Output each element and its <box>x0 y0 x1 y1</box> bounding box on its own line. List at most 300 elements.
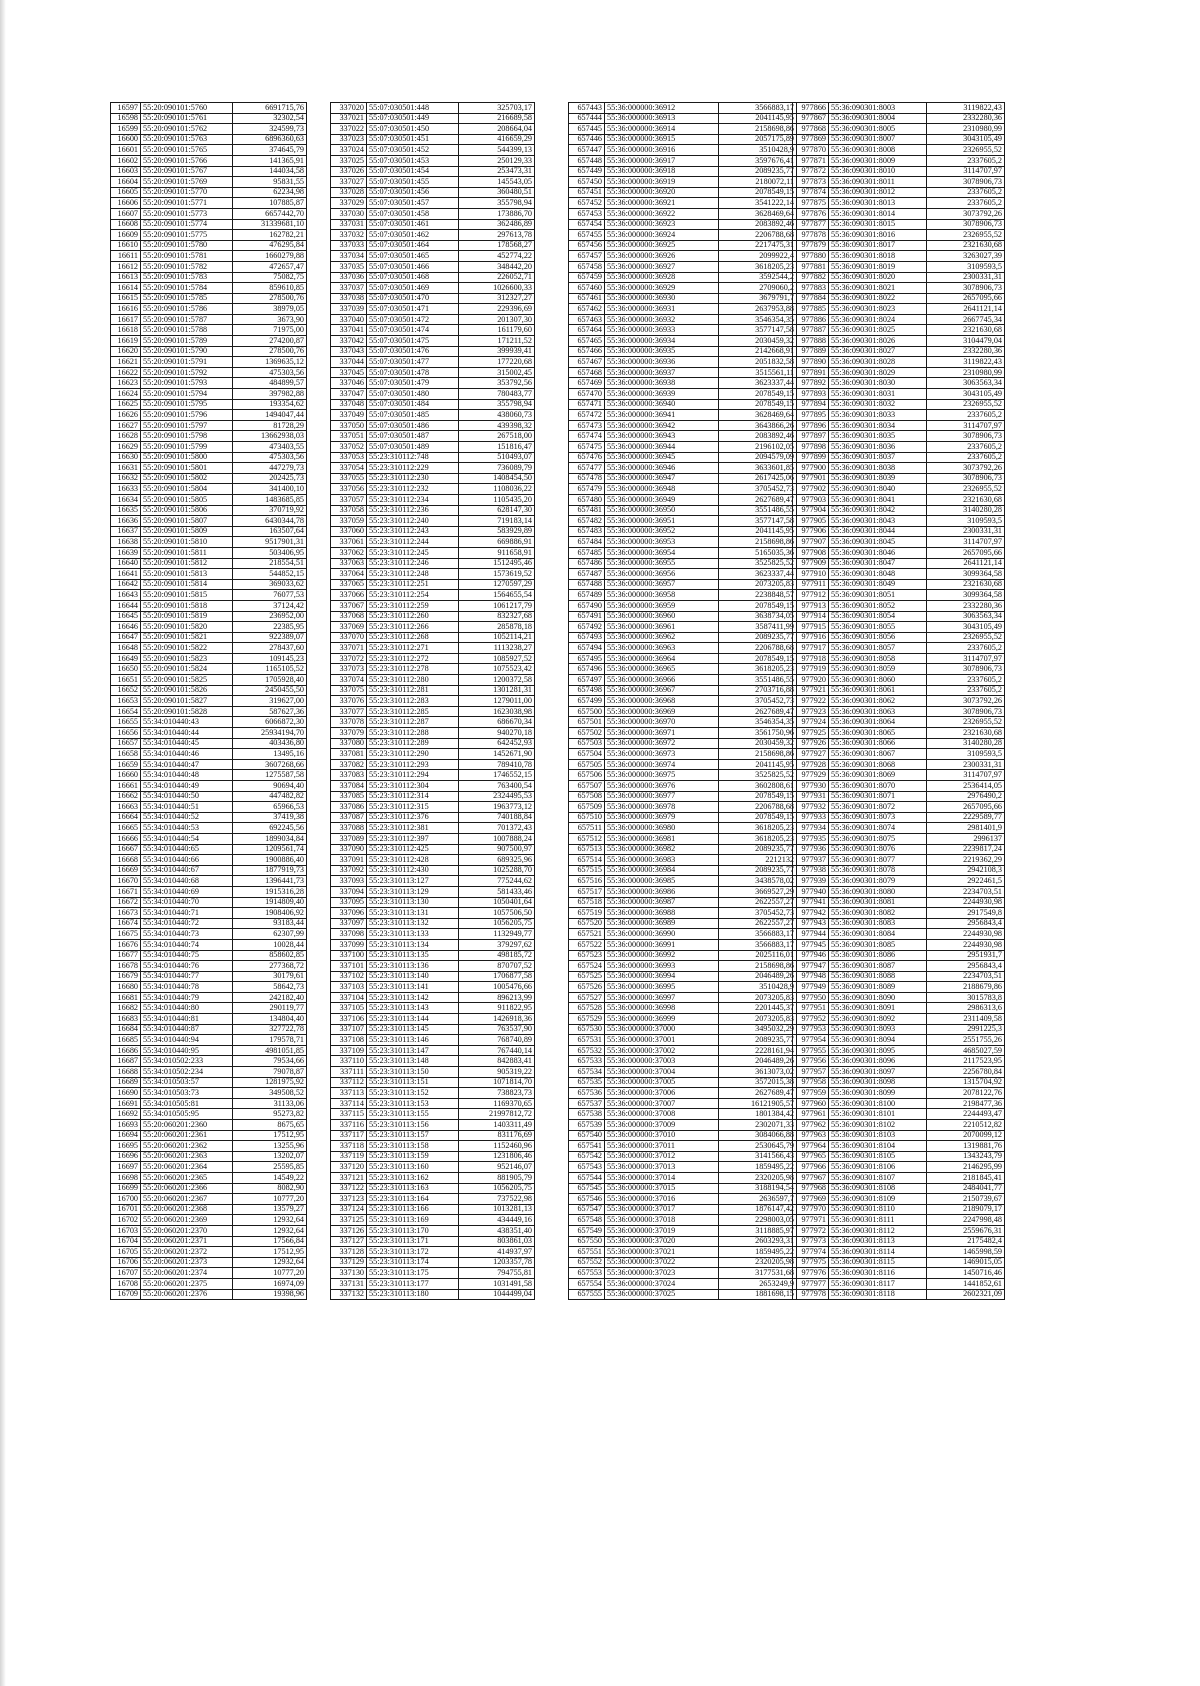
value-cell: 3073792,26 <box>927 463 1005 474</box>
value-cell: 2239817,24 <box>927 844 1005 855</box>
table-row <box>569 971 797 982</box>
row-number-cell: 657523 <box>569 950 605 961</box>
value-cell: 2622557,27 <box>719 897 797 908</box>
cadastral-number-cell: 55:20:060201:2368 <box>141 1204 233 1215</box>
row-number-cell: 337099 <box>331 939 367 950</box>
value-cell: 2150739,67 <box>927 1194 1005 1205</box>
table-row <box>331 812 535 823</box>
value-cell: 2617425,06 <box>719 473 797 484</box>
value-cell: 2321630,68 <box>927 579 1005 590</box>
table-row <box>111 855 307 866</box>
cadastral-number-cell: 55:34:010505:95 <box>141 1109 233 1120</box>
value-cell: 3628469,64 <box>719 410 797 421</box>
row-number-cell: 657464 <box>569 325 605 336</box>
cadastral-number-cell: 55:36:000000:36949 <box>605 494 719 505</box>
cadastral-number-cell: 55:20:090101:5812 <box>141 558 233 569</box>
table-row <box>331 929 535 940</box>
cadastral-number-cell: 55:36:000000:36981 <box>605 833 719 844</box>
table-row <box>793 1194 1005 1205</box>
cadastral-number-cell: 55:20:090101:5785 <box>141 293 233 304</box>
value-cell: 163507,64 <box>233 526 307 537</box>
value-cell: 2078549,15 <box>719 791 797 802</box>
cadastral-number-cell: 55:34:010440:49 <box>141 781 233 792</box>
value-cell: 1057506,50 <box>459 908 535 919</box>
row-number-cell: 977886 <box>793 314 829 325</box>
cadastral-number-cell: 55:23:310113:157 <box>367 1130 459 1141</box>
value-cell: 278500,76 <box>233 293 307 304</box>
cadastral-number-cell: 55:23:310112:290 <box>367 749 459 760</box>
cadastral-number-cell: 55:20:090101:5820 <box>141 622 233 633</box>
row-number-cell: 657494 <box>569 643 605 654</box>
value-cell: 3099364,58 <box>927 569 1005 580</box>
cadastral-number-cell: 55:07:030501:455 <box>367 177 459 188</box>
table-row <box>569 505 797 516</box>
cadastral-number-cell: 55:07:030501:452 <box>367 145 459 156</box>
table-row <box>331 103 535 114</box>
value-cell: 3705452,73 <box>719 484 797 495</box>
row-number-cell: 977920 <box>793 675 829 686</box>
row-number-cell: 337116 <box>331 1120 367 1131</box>
table-row <box>111 759 307 770</box>
cadastral-number-cell: 55:36:000000:36963 <box>605 643 719 654</box>
cadastral-number-cell: 55:23:310113:160 <box>367 1162 459 1173</box>
table-row <box>793 812 1005 823</box>
cadastral-number-cell: 55:36:090301:8033 <box>829 410 927 421</box>
table-row <box>569 1204 797 1215</box>
table-row <box>111 113 307 124</box>
row-number-cell: 977955 <box>793 1045 829 1056</box>
cadastral-number-cell: 55:36:090301:8077 <box>829 855 927 866</box>
table-row <box>569 494 797 505</box>
table-row <box>793 410 1005 421</box>
value-cell: 31133,06 <box>233 1098 307 1109</box>
table-row <box>111 685 307 696</box>
value-cell: 3119822,43 <box>927 103 1005 114</box>
table-row <box>793 1035 1005 1046</box>
value-cell: 2641121,14 <box>927 558 1005 569</box>
value-cell: 2559676,31 <box>927 1225 1005 1236</box>
table-row <box>569 590 797 601</box>
value-cell: 2917549,8 <box>927 908 1005 919</box>
cadastral-number-cell: 55:23:310112:285 <box>367 706 459 717</box>
cadastral-number-cell: 55:23:310112:248 <box>367 569 459 580</box>
table-row <box>569 304 797 315</box>
row-number-cell: 16639 <box>111 547 141 558</box>
table-row <box>569 230 797 241</box>
table-row <box>793 304 1005 315</box>
value-cell: 2320205,98 <box>719 1172 797 1183</box>
value-cell: 416659,29 <box>459 134 535 145</box>
table-row <box>331 1194 535 1205</box>
value-cell: 2099922,4 <box>719 251 797 262</box>
cadastral-number-cell: 55:36:000000:36961 <box>605 622 719 633</box>
row-number-cell: 337078 <box>331 717 367 728</box>
cadastral-number-cell: 55:36:090301:8096 <box>829 1056 927 1067</box>
cadastral-number-cell: 55:34:010440:73 <box>141 929 233 940</box>
row-number-cell: 16702 <box>111 1215 141 1226</box>
row-number-cell: 337129 <box>331 1257 367 1268</box>
cadastral-number-cell: 55:36:000000:37000 <box>605 1024 719 1035</box>
cadastral-number-cell: 55:23:310113:162 <box>367 1172 459 1183</box>
value-cell: 2181845,41 <box>927 1172 1005 1183</box>
table-row <box>793 230 1005 241</box>
cadastral-number-cell: 55:07:030501:456 <box>367 187 459 198</box>
table-row <box>111 706 307 717</box>
row-number-cell: 337074 <box>331 675 367 686</box>
row-number-cell: 16621 <box>111 357 141 368</box>
table-row <box>111 950 307 961</box>
row-number-cell: 337023 <box>331 134 367 145</box>
cadastral-number-cell: 55:20:090101:5807 <box>141 516 233 527</box>
cadastral-number-cell: 55:20:060201:2360 <box>141 1120 233 1131</box>
value-cell: 3525825,52 <box>719 770 797 781</box>
row-number-cell: 16708 <box>111 1278 141 1289</box>
row-number-cell: 16674 <box>111 918 141 929</box>
table-row <box>111 876 307 887</box>
value-cell: 285878,18 <box>459 622 535 633</box>
cadastral-number-cell: 55:36:090301:8106 <box>829 1162 927 1173</box>
table-row <box>111 971 307 982</box>
value-cell: 3613073,02 <box>719 1067 797 1078</box>
row-number-cell: 16667 <box>111 844 141 855</box>
row-number-cell: 657445 <box>569 124 605 135</box>
table-row <box>331 283 535 294</box>
value-cell: 2622557,27 <box>719 918 797 929</box>
table-row <box>793 908 1005 919</box>
value-cell: 2641121,14 <box>927 304 1005 315</box>
cadastral-number-cell: 55:36:090301:8080 <box>829 886 927 897</box>
table-row <box>331 420 535 431</box>
cadastral-number-cell: 55:36:000000:36912 <box>605 103 719 114</box>
cadastral-number-cell: 55:23:310113:144 <box>367 1014 459 1025</box>
row-number-cell: 977910 <box>793 569 829 580</box>
value-cell: 202425,73 <box>233 473 307 484</box>
row-number-cell: 977917 <box>793 643 829 654</box>
value-cell: 2244930,98 <box>927 897 1005 908</box>
table-row <box>793 590 1005 601</box>
cadastral-number-cell: 55:20:060201:2371 <box>141 1236 233 1247</box>
value-cell: 253473,31 <box>459 166 535 177</box>
table-row <box>569 643 797 654</box>
cadastral-number-cell: 55:36:000000:36946 <box>605 463 719 474</box>
row-number-cell: 16605 <box>111 187 141 198</box>
table-row <box>793 1045 1005 1056</box>
table-row <box>111 166 307 177</box>
table-row <box>111 272 307 283</box>
cadastral-number-cell: 55:34:010440:79 <box>141 992 233 1003</box>
row-number-cell: 16671 <box>111 886 141 897</box>
table-row <box>793 833 1005 844</box>
table-row <box>331 664 535 675</box>
cadastral-number-cell: 55:34:010440:74 <box>141 939 233 950</box>
value-cell: 2976490,2 <box>927 791 1005 802</box>
row-number-cell: 977888 <box>793 336 829 347</box>
row-number-cell: 16649 <box>111 653 141 664</box>
cadastral-number-cell: 55:36:090301:8046 <box>829 547 927 558</box>
table-row <box>111 463 307 474</box>
table-row <box>793 399 1005 410</box>
table-row <box>793 1141 1005 1152</box>
table-row <box>793 314 1005 325</box>
value-cell: 17566,84 <box>233 1236 307 1247</box>
table-row <box>331 622 535 633</box>
table-row <box>331 494 535 505</box>
cadastral-number-cell: 55:36:000000:36916 <box>605 145 719 156</box>
table-row <box>111 367 307 378</box>
row-number-cell: 977869 <box>793 134 829 145</box>
table-row <box>331 876 535 887</box>
value-cell: 355798,94 <box>459 198 535 209</box>
value-cell: 2078549,15 <box>719 187 797 198</box>
cadastral-number-cell: 55:36:090301:8086 <box>829 950 927 961</box>
row-number-cell: 337071 <box>331 643 367 654</box>
table-row <box>569 759 797 770</box>
table-row <box>569 1278 797 1289</box>
cadastral-number-cell: 55:36:000000:37009 <box>605 1120 719 1131</box>
table-row <box>569 569 797 580</box>
value-cell: 763537,90 <box>459 1024 535 1035</box>
value-cell: 581433,46 <box>459 886 535 897</box>
cadastral-number-cell: 55:20:090101:5792 <box>141 367 233 378</box>
cadastral-number-cell: 55:23:310112:251 <box>367 579 459 590</box>
cadastral-number-cell: 55:07:030501:465 <box>367 251 459 262</box>
value-cell: 3043105,49 <box>927 389 1005 400</box>
value-cell: 3618205,23 <box>719 261 797 272</box>
value-cell: 3572015,38 <box>719 1077 797 1088</box>
row-number-cell: 16694 <box>111 1130 141 1141</box>
value-cell: 803861,03 <box>459 1236 535 1247</box>
row-number-cell: 657542 <box>569 1151 605 1162</box>
cadastral-number-cell: 55:20:090101:5799 <box>141 442 233 453</box>
value-cell: 2637953,88 <box>719 304 797 315</box>
cadastral-number-cell: 55:20:090101:5780 <box>141 240 233 251</box>
table-row <box>331 526 535 537</box>
table-row <box>569 738 797 749</box>
table-row <box>569 389 797 400</box>
cadastral-number-cell: 55:23:310112:280 <box>367 675 459 686</box>
value-cell: 3078906,73 <box>927 473 1005 484</box>
cadastral-number-cell: 55:23:310113:172 <box>367 1247 459 1258</box>
table-row <box>793 219 1005 230</box>
row-number-cell: 977884 <box>793 293 829 304</box>
table-row <box>569 1141 797 1152</box>
cadastral-number-cell: 55:36:000000:37018 <box>605 1215 719 1226</box>
row-number-cell: 16687 <box>111 1056 141 1067</box>
row-number-cell: 337059 <box>331 516 367 527</box>
value-cell: 842883,41 <box>459 1056 535 1067</box>
row-number-cell: 977905 <box>793 516 829 527</box>
cadastral-number-cell: 55:23:310113:166 <box>367 1204 459 1215</box>
row-number-cell: 337038 <box>331 293 367 304</box>
value-cell: 2310980,99 <box>927 124 1005 135</box>
cadastral-number-cell: 55:36:090301:8023 <box>829 304 927 315</box>
cadastral-number-cell: 55:23:310112:397 <box>367 833 459 844</box>
table-row <box>569 1077 797 1088</box>
row-number-cell: 977945 <box>793 939 829 950</box>
table-row <box>331 293 535 304</box>
row-number-cell: 657495 <box>569 653 605 664</box>
table-row <box>111 103 307 114</box>
cadastral-number-cell: 55:36:000000:37010 <box>605 1130 719 1141</box>
value-cell: 484899,57 <box>233 378 307 389</box>
value-cell: 6066872,30 <box>233 717 307 728</box>
table-row <box>793 1162 1005 1173</box>
cadastral-number-cell: 55:36:000000:36931 <box>605 304 719 315</box>
table-row <box>111 410 307 421</box>
row-number-cell: 337048 <box>331 399 367 410</box>
table-row <box>331 442 535 453</box>
table-row <box>793 124 1005 135</box>
row-number-cell: 657480 <box>569 494 605 505</box>
value-cell: 701372,43 <box>459 823 535 834</box>
row-number-cell: 977974 <box>793 1247 829 1258</box>
row-number-cell: 657487 <box>569 569 605 580</box>
cadastral-number-cell: 55:36:000000:36957 <box>605 579 719 590</box>
row-number-cell: 337114 <box>331 1098 367 1109</box>
table-row <box>569 685 797 696</box>
table-row <box>793 431 1005 442</box>
table-row <box>331 240 535 251</box>
row-number-cell: 657496 <box>569 664 605 675</box>
cadastral-number-cell: 55:23:310113:130 <box>367 897 459 908</box>
cadastral-number-cell: 55:36:090301:8049 <box>829 579 927 590</box>
value-cell: 1031491,58 <box>459 1278 535 1289</box>
value-cell: 30179,61 <box>233 971 307 982</box>
value-cell: 1132949,77 <box>459 929 535 940</box>
row-number-cell: 337098 <box>331 929 367 940</box>
value-cell: 2256780,84 <box>927 1067 1005 1078</box>
row-number-cell: 337054 <box>331 463 367 474</box>
cadastral-number-cell: 55:36:090301:8114 <box>829 1247 927 1258</box>
value-cell: 4981051,85 <box>233 1045 307 1056</box>
table-row <box>793 1109 1005 1120</box>
row-number-cell: 657475 <box>569 442 605 453</box>
value-cell: 267518,00 <box>459 431 535 442</box>
value-cell: 907500,97 <box>459 844 535 855</box>
value-cell: 2146295,99 <box>927 1162 1005 1173</box>
value-cell: 1281975,92 <box>233 1077 307 1088</box>
table-row <box>569 177 797 188</box>
value-cell: 324599,73 <box>233 124 307 135</box>
table-row <box>569 452 797 463</box>
cadastral-number-cell: 55:23:310113:156 <box>367 1120 459 1131</box>
row-number-cell: 977977 <box>793 1278 829 1289</box>
cadastral-number-cell: 55:36:090301:8087 <box>829 961 927 972</box>
value-cell: 3551486,55 <box>719 675 797 686</box>
table-row <box>331 1098 535 1109</box>
row-number-cell: 16630 <box>111 452 141 463</box>
cadastral-number-cell: 55:36:090301:8022 <box>829 293 927 304</box>
cadastral-number-cell: 55:34:010440:48 <box>141 770 233 781</box>
table-row <box>569 706 797 717</box>
value-cell: 3078906,73 <box>927 283 1005 294</box>
table-row <box>569 103 797 114</box>
row-number-cell: 977870 <box>793 145 829 156</box>
cadastral-number-cell: 55:36:000000:36974 <box>605 759 719 770</box>
cadastral-number-cell: 55:36:090301:8012 <box>829 187 927 198</box>
cadastral-number-cell: 55:34:010440:65 <box>141 844 233 855</box>
cadastral-number-cell: 55:07:030501:476 <box>367 346 459 357</box>
value-cell: 2332280,36 <box>927 113 1005 124</box>
value-cell: 794755,81 <box>459 1268 535 1279</box>
row-number-cell: 657526 <box>569 982 605 993</box>
cadastral-number-cell: 55:36:000000:36922 <box>605 208 719 219</box>
row-number-cell: 337066 <box>331 590 367 601</box>
cadastral-number-cell: 55:07:030501:451 <box>367 134 459 145</box>
table-row <box>793 622 1005 633</box>
table-row <box>111 1194 307 1205</box>
table-row <box>331 177 535 188</box>
value-cell: 831176,69 <box>459 1130 535 1141</box>
row-number-cell: 337091 <box>331 855 367 866</box>
table-row <box>793 484 1005 495</box>
table-row <box>793 283 1005 294</box>
table-row <box>111 961 307 972</box>
cadastral-number-cell: 55:36:090301:8059 <box>829 664 927 675</box>
row-number-cell: 657543 <box>569 1162 605 1173</box>
value-cell: 2337605,2 <box>927 410 1005 421</box>
row-number-cell: 657512 <box>569 833 605 844</box>
table-row <box>331 611 535 622</box>
value-cell: 2627689,47 <box>719 706 797 717</box>
table-row <box>331 961 535 972</box>
cadastral-number-cell: 55:36:000000:36934 <box>605 336 719 347</box>
row-number-cell: 657518 <box>569 897 605 908</box>
cadastral-number-cell: 55:20:090101:5819 <box>141 611 233 622</box>
value-cell: 2337605,2 <box>927 198 1005 209</box>
cadastral-number-cell: 55:36:090301:8104 <box>829 1141 927 1152</box>
row-number-cell: 977915 <box>793 622 829 633</box>
value-cell: 922389,07 <box>233 632 307 643</box>
value-cell: 2337605,2 <box>927 643 1005 654</box>
table-row <box>111 929 307 940</box>
row-number-cell: 337119 <box>331 1151 367 1162</box>
cadastral-number-cell: 55:20:090101:5771 <box>141 198 233 209</box>
row-number-cell: 337095 <box>331 897 367 908</box>
cadastral-number-cell: 55:36:090301:8105 <box>829 1151 927 1162</box>
row-number-cell: 16672 <box>111 897 141 908</box>
table-row <box>331 590 535 601</box>
row-number-cell: 657483 <box>569 526 605 537</box>
value-cell: 16121905,57 <box>719 1098 797 1109</box>
row-number-cell: 337049 <box>331 410 367 421</box>
row-number-cell: 16629 <box>111 442 141 453</box>
value-cell: 5165035,36 <box>719 547 797 558</box>
cadastral-number-cell: 55:36:000000:37013 <box>605 1162 719 1173</box>
table-row <box>111 1141 307 1152</box>
cadastral-number-cell: 55:34:010440:81 <box>141 1014 233 1025</box>
cadastral-number-cell: 55:20:060201:2366 <box>141 1183 233 1194</box>
row-number-cell: 657551 <box>569 1247 605 1258</box>
row-number-cell: 337020 <box>331 103 367 114</box>
cadastral-number-cell: 55:23:310113:158 <box>367 1141 459 1152</box>
value-cell: 327722,78 <box>233 1024 307 1035</box>
value-cell: 25934194,70 <box>233 728 307 739</box>
table-row <box>793 187 1005 198</box>
cadastral-number-cell: 55:20:090101:5826 <box>141 685 233 696</box>
cadastral-number-cell: 55:36:090301:8062 <box>829 696 927 707</box>
cadastral-number-cell: 55:23:310112:287 <box>367 717 459 728</box>
value-cell: 2332280,36 <box>927 600 1005 611</box>
cadastral-number-cell: 55:23:310112:293 <box>367 759 459 770</box>
cadastral-number-cell: 55:20:090101:5770 <box>141 187 233 198</box>
table-row <box>569 939 797 950</box>
table-row <box>111 1204 307 1215</box>
row-number-cell: 657467 <box>569 357 605 368</box>
table-row <box>793 261 1005 272</box>
value-cell: 177220,68 <box>459 357 535 368</box>
table-row <box>331 547 535 558</box>
